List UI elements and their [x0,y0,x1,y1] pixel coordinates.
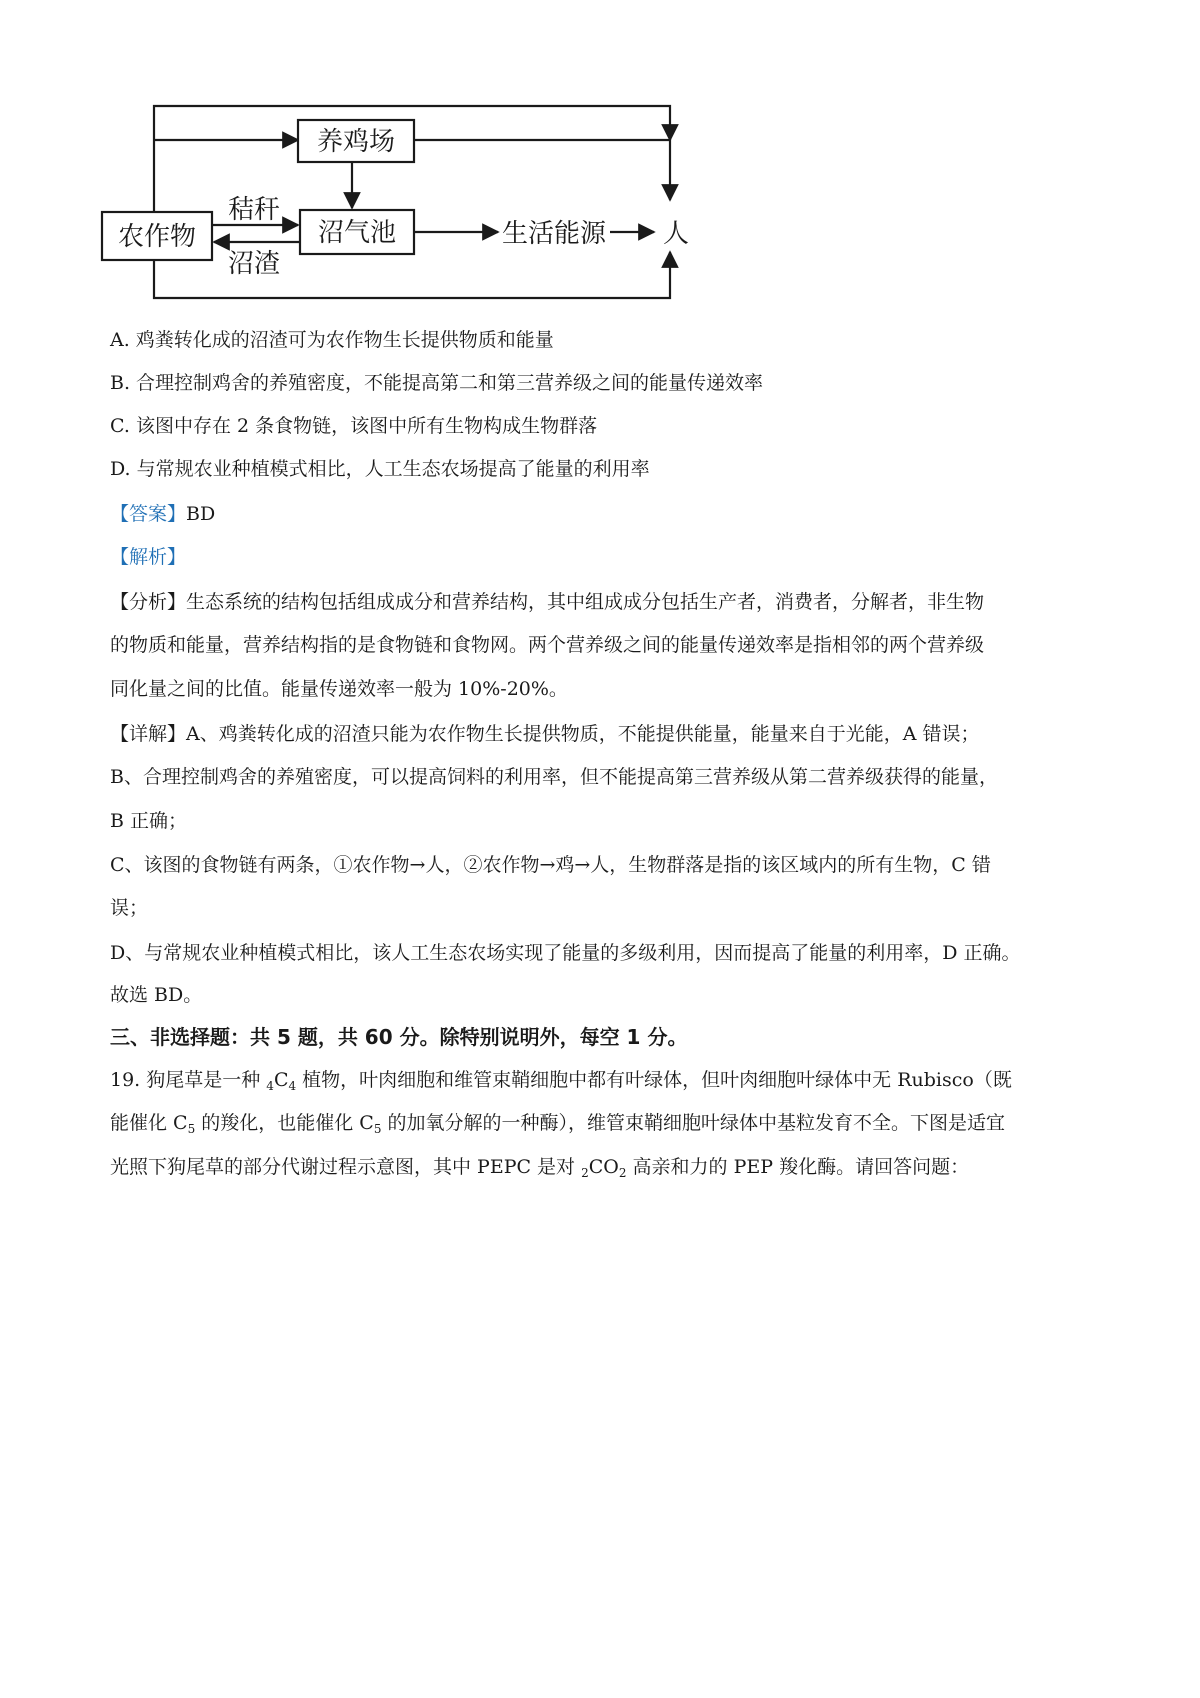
detail-line-3: B 正确； [110,810,188,832]
detail-line-2: B、合理控制鸡舍的养殖密度，可以提高饲料的利用率，但不能提高第三营养级从第二营养级获得的能量， [110,766,998,788]
q19-line-2 [110,1111,1005,1135]
q19-line-1 [110,1068,1012,1098]
analysis-line-1: 【分析】生态系统的结构包括组成成分和营养结构，其中组成成分包括生产者，消费者，分解者，非生物 [110,591,985,613]
answer-line [110,502,215,526]
chicken-farm-label: 养鸡场 [316,127,396,157]
option-a: A. 鸡粪转化成的沼渣可为农作物生长提供物质和能量 [110,329,554,351]
energy-flow-diagram [100,100,700,340]
q19-text: C [273,1069,289,1091]
farm-to-human-arrow [414,140,670,200]
q19-subscript: 2 [581,1166,589,1180]
q19-text: 19. 狗尾草是一种 [110,1069,267,1091]
section-heading: 三、非选择题：共 5 题，共 60 分。除特别说明外，每空 1 分。 [110,1025,688,1049]
q19-text: 的羧化，也能催化 C [195,1112,374,1134]
biogas-pool-label: 沼气池 [317,218,397,248]
detail-line-4: C、该图的食物链有两条，①农作物→人，②农作物→鸡→人，生物群落是指的该区域内的所有生物，C 错 [110,854,991,876]
option-d: D. 与常规农业种植模式相比，人工生态农场提高了能量的利用率 [110,458,650,480]
option-b: B. 合理控制鸡舍的养殖密度，不能提高第二和第三营养级之间的能量传递效率 [110,372,764,394]
q19-text: 植物，叶肉细胞和维管束鞘细胞中都有叶绿体，但叶肉细胞叶绿体中无 Rubisco（既 [296,1069,1012,1091]
analysis-line-2: 的物质和能量，营养结构指的是食物链和食物网。两个营养级之间的能量传递效率是指相邻的两个营养级 [110,634,985,656]
q19-subscript: 4 [288,1079,297,1093]
residue-label: 沼渣 [227,249,281,279]
analysis-line-3: 同化量之间的比值。能量传递效率一般为 10%-20%。 [110,678,568,700]
analysis-label: 【解析】 [110,546,187,568]
detail-line-6: D、与常规农业种植模式相比，该人工生态农场实现了能量的多级利用，因而提高了能量的利用率，D 正确。 [110,942,1021,964]
life-energy-label: 生活能源 [501,219,607,249]
q19-text: 能催化 C [110,1112,188,1134]
q19-line-3 [110,1155,969,1185]
answer-label: 【答案】 [110,503,187,525]
q19-subscript: 4 [266,1079,274,1093]
detail-line-1: 【详解】A、鸡粪转化成的沼渣只能为农作物生长提供物质，不能提供能量，能量来自于光能，A 错误； [110,723,980,745]
detail-line-5: 误； [110,897,149,919]
option-c: C. 该图中存在 2 条食物链，该图中所有生物构成生物群落 [110,415,598,437]
crops-label: 农作物 [117,222,197,252]
detail-line-7: 故选 BD。 [110,984,203,1006]
q19-text: 光照下狗尾草的部分代谢过程示意图，其中 PEPC 是对 [110,1156,582,1178]
straw-label: 秸秆 [227,195,281,225]
q19-text: 的加氧分解的一种酶），维管束鞘细胞叶绿体中基粒发育不全。下图是适宜 [381,1112,1006,1134]
q19-text: CO [588,1156,619,1178]
q19-text: 高亲和力的 PEP 羧化酶。请回答问题： [626,1156,970,1178]
answer-value: BD [186,503,216,525]
human-label: 人 [662,219,690,249]
q19-subscript: 5 [373,1122,382,1136]
q19-subscript: 5 [187,1122,196,1136]
q19-subscript: 2 [618,1166,627,1180]
